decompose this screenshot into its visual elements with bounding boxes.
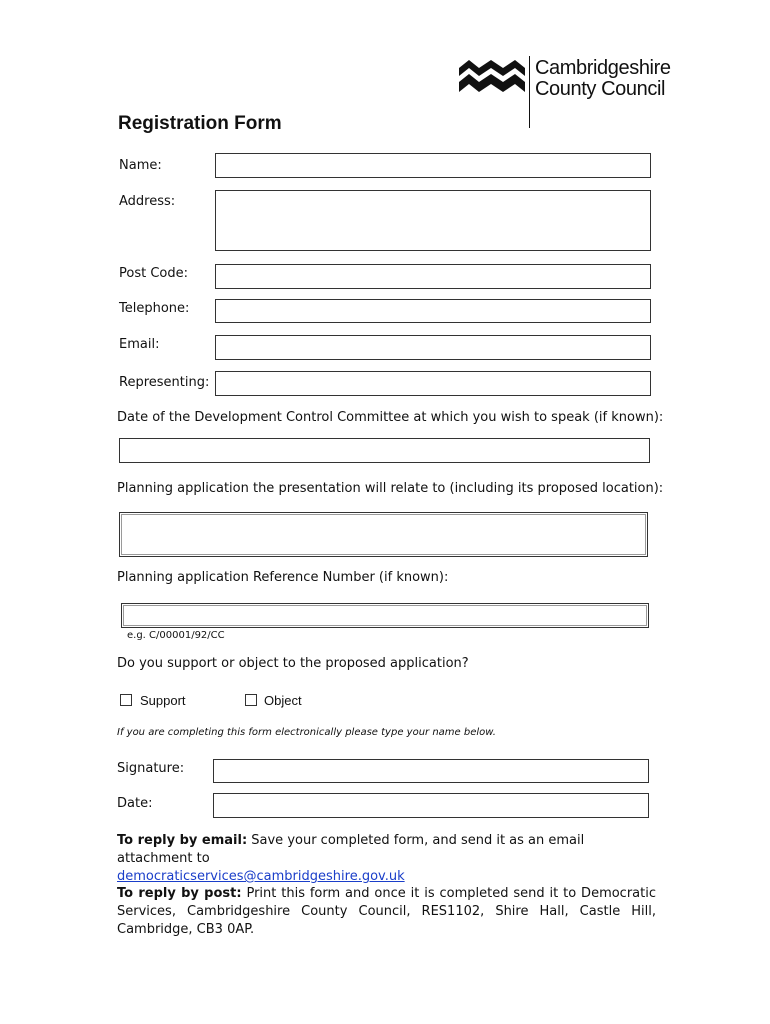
name-input[interactable]: [215, 153, 651, 178]
reference-label: Planning application Reference Number (if known):: [117, 570, 449, 585]
date-input[interactable]: [213, 793, 649, 818]
reply-by-email: [117, 832, 657, 886]
logo-wordmark: [535, 58, 671, 100]
page-title: Registration Form: [118, 113, 282, 134]
postcode-input[interactable]: [215, 264, 651, 289]
object-checkbox[interactable]: [245, 694, 257, 706]
planning-application-input[interactable]: [119, 512, 648, 557]
logo-line-1: Cambridgeshire: [535, 57, 671, 79]
representing-input[interactable]: [215, 371, 651, 396]
signature-label: Signature:: [117, 761, 185, 776]
representing-label: Representing:: [119, 375, 210, 390]
electronic-note: If you are completing this form electronically please type your name below.: [117, 727, 496, 738]
object-option-label: Object: [264, 693, 302, 708]
post-instruction-text: Print this form and once it is completed send it to Democratic Services, Cambridgeshire County Council, RES1102, Shire Hall, Castle Hill, Cambridge, CB3 0AP.: [117, 886, 656, 937]
name-label: Name:: [119, 158, 162, 173]
date-label: Date:: [117, 796, 153, 811]
committee-date-input[interactable]: [119, 438, 650, 463]
post-heading: To reply by post:: [117, 886, 242, 901]
email-heading: To reply by email:: [117, 833, 248, 848]
planning-application-label: Planning application the presentation will relate to (including its proposed location):: [117, 481, 664, 496]
email-instruction-text: Save your completed form, and send it as an email attachment to: [117, 833, 585, 866]
email-label: Email:: [119, 337, 160, 352]
telephone-input[interactable]: [215, 299, 651, 323]
postcode-label: Post Code:: [119, 266, 188, 281]
reference-example: e.g. C/00001/92/CC: [127, 630, 225, 641]
council-logo-icon: [457, 58, 527, 98]
telephone-label: Telephone:: [119, 301, 190, 316]
email-input[interactable]: [215, 335, 651, 360]
address-input[interactable]: [215, 190, 651, 251]
signature-input[interactable]: [213, 759, 649, 783]
logo-divider: [529, 56, 530, 128]
reference-input[interactable]: [121, 603, 649, 628]
logo-line-2: County Council: [535, 78, 666, 100]
reply-by-post: [117, 885, 656, 939]
support-question: Do you support or object to the proposed application?: [117, 656, 469, 671]
committee-date-label: Date of the Development Control Committee at which you wish to speak (if known):: [117, 410, 664, 425]
email-address-link[interactable]: democraticservices@cambridgeshire.gov.uk: [117, 869, 405, 884]
address-label: Address:: [119, 194, 176, 209]
support-checkbox[interactable]: [120, 694, 132, 706]
support-option-label: Support: [140, 693, 186, 708]
